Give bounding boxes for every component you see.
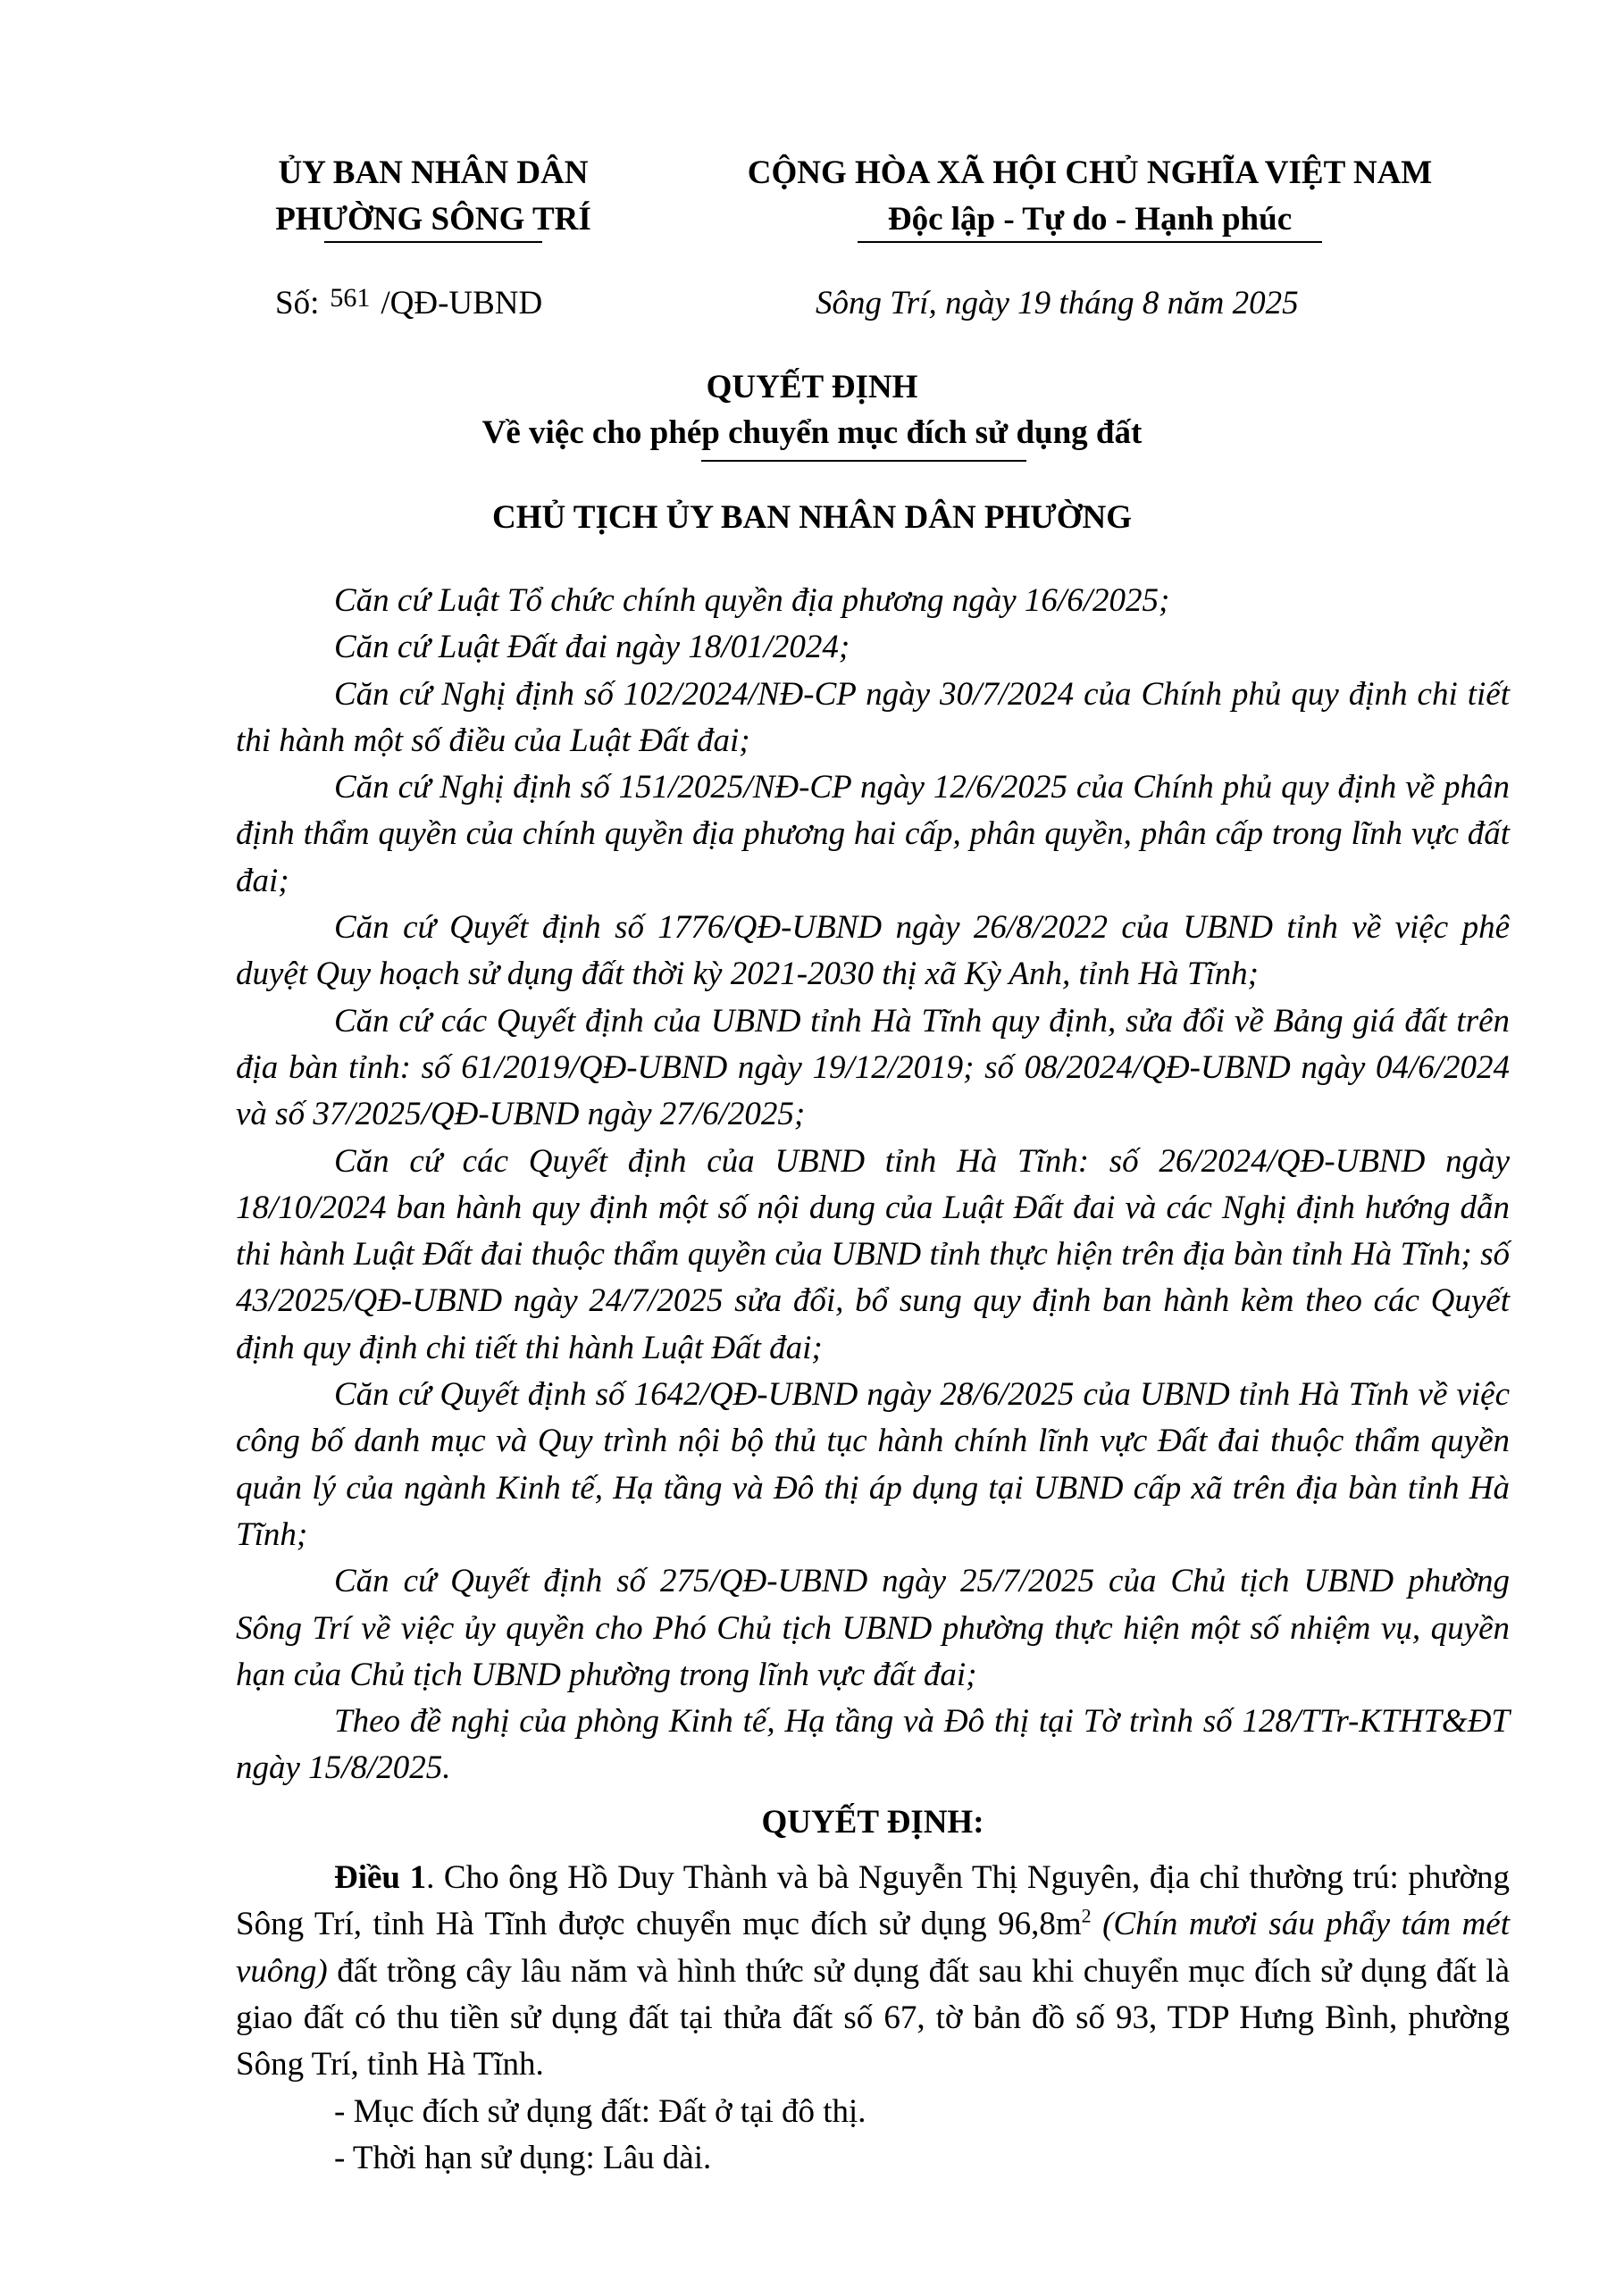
area-in-words: (Chín mươi sáu phẩy tám mét vuông) <box>236 1906 1511 1990</box>
number-suffix: /QĐ-UBND <box>381 285 543 321</box>
legal-basis: Căn cứ Quyết định số 1642/QĐ-UBND ngày 28/6/2025 của UBND tỉnh Hà Tĩnh về việc công bố danh mục và Quy trình nội bộ thủ tục hành chính lĩnh vực Đất đai thuộc thẩm quyền quản lý của ngành Kinh tế, Hạ tầng và Đô thị áp dụng tại UBND cấp xã trên địa bàn tỉnh Hà Tĩnh; <box>236 1376 1510 1553</box>
article-label: Điều 1 <box>334 1859 427 1897</box>
decision-heading: QUYẾT ĐỊNH: <box>761 1803 984 1841</box>
legal-basis: Căn cứ Luật Tổ chức chính quyền địa phương ngày 16/6/2025; <box>334 582 1170 619</box>
article-text-b: đất trồng cây lâu năm và hình thức sử dụng đất sau khi chuyển mục đích sử dụng đất là giao đất có thu tiền sử dụng đất tại thửa đất số 67, tờ bản đồ số 93, TDP Hưng Bình, phường Sông Trí, tỉnh Hà Tĩnh. <box>236 1952 1510 2083</box>
legal-basis: Căn cứ Nghị định số 102/2024/NĐ-CP ngày 30/7/2024 của Chính phủ quy định chi tiết thi hành một số điều của Luật Đất đai; <box>236 675 1510 759</box>
authority-line-1: ỦY BAN NHÂN DÂN <box>278 154 589 191</box>
number-value: 561 <box>330 283 371 313</box>
article-text-a: . Cho ông Hồ Duy Thành và bà Nguyễn Thị Nguyên, địa chỉ thường trú: phường Sông Trí, tỉnh Hà Tĩnh được chuyển mục đích sử dụng 96,8m <box>236 1859 1511 1943</box>
document-number <box>275 284 542 322</box>
document-subject: Về việc cho phép chuyển mục đích sử dụng đất <box>481 414 1143 451</box>
subject-underline <box>701 460 1026 462</box>
motto-underline <box>858 241 1322 243</box>
legal-basis: Căn cứ Quyết định số 275/QĐ-UBND ngày 25/7/2025 của Chủ tịch UBND phường Sông Trí về việc ủy quyền cho Phó Chủ tịch UBND phường thực hiện một số nhiệm vụ, quyền hạn của Chủ tịch UBND phường trong lĩnh vực đất đai; <box>236 1563 1510 1693</box>
document-title: QUYẾT ĐỊNH <box>706 369 918 405</box>
motto: Độc lập - Tự do - Hạnh phúc <box>887 201 1293 238</box>
country-name: CỘNG HÒA XÃ HỘI CHỦ NGHĨA VIỆT NAM <box>747 154 1433 191</box>
issuing-authority <box>214 150 652 243</box>
land-use-purpose: - Mục đích sử dụng đất: Đất ở tại đô thị. <box>334 2092 866 2130</box>
issuing-title: CHỦ TỊCH ỦY BAN NHÂN DÂN PHƯỜNG <box>491 499 1133 536</box>
legal-basis: Căn cứ các Quyết định của UBND tỉnh Hà Tĩnh quy định, sửa đổi về Bảng giá đất trên địa bàn tỉnh: số 61/2019/QĐ-UBND ngày 19/12/2019; số 08/2024/QĐ-UBND ngày 04/6/2024 và số 37/2025/QĐ-UBND ngày 27/6/2025; <box>236 1002 1510 1133</box>
authority-underline <box>324 241 542 243</box>
authority-line-2: PHƯỜNG SÔNG TRÍ <box>275 201 591 238</box>
legal-basis: Căn cứ các Quyết định của UBND tỉnh Hà Tĩnh: số 26/2024/QĐ-UBND ngày 18/10/2024 ban hành quy định một số nội dung của Luật Đất đai và các Nghị định hướng dẫn thi hành Luật Đất đai thuộc thẩm quyền của UBND tỉnh thực hiện trên địa bàn tỉnh Hà Tĩnh; số 43/2025/QĐ-UBND ngày 24/7/2025 sửa đổi, bổ sung quy định ban hành kèm theo các Quyết định quy định chi tiết thi hành Luật Đất đai; <box>236 1142 1510 1366</box>
legal-basis: Căn cứ Nghị định số 151/2025/NĐ-CP ngày 12/6/2025 của Chính phủ quy định về phân định thẩm quyền của chính quyền địa phương hai cấp, phân quyền, phân cấp trong lĩnh vực đất đai; <box>236 769 1510 899</box>
article-1 <box>236 1855 1510 2088</box>
legal-basis: Căn cứ Quyết định số 1776/QĐ-UBND ngày 26/8/2022 của UBND tỉnh về việc phê duyệt Quy hoạch sử dụng đất thời kỳ 2021-2030 thị xã Kỳ Anh, tỉnh Hà Tĩnh; <box>236 909 1510 993</box>
national-motto <box>670 150 1510 243</box>
area-unit-superscript: 2 <box>1081 1904 1092 1927</box>
number-prefix: Số: <box>275 285 320 321</box>
land-use-duration: - Thời hạn sử dụng: Lâu dài. <box>334 2139 712 2176</box>
document-body <box>236 578 1510 2182</box>
place-and-date: Sông Trí, ngày 19 tháng 8 năm 2025 <box>816 285 1299 321</box>
legal-basis: Căn cứ Luật Đất đai ngày 18/01/2024; <box>334 629 850 666</box>
proposal-basis: Theo đề nghị của phòng Kinh tế, Hạ tầng và Đô thị tại Tờ trình số 128/TTr-KTHT&ĐT ngày 15/8/2025. <box>236 1703 1510 1787</box>
